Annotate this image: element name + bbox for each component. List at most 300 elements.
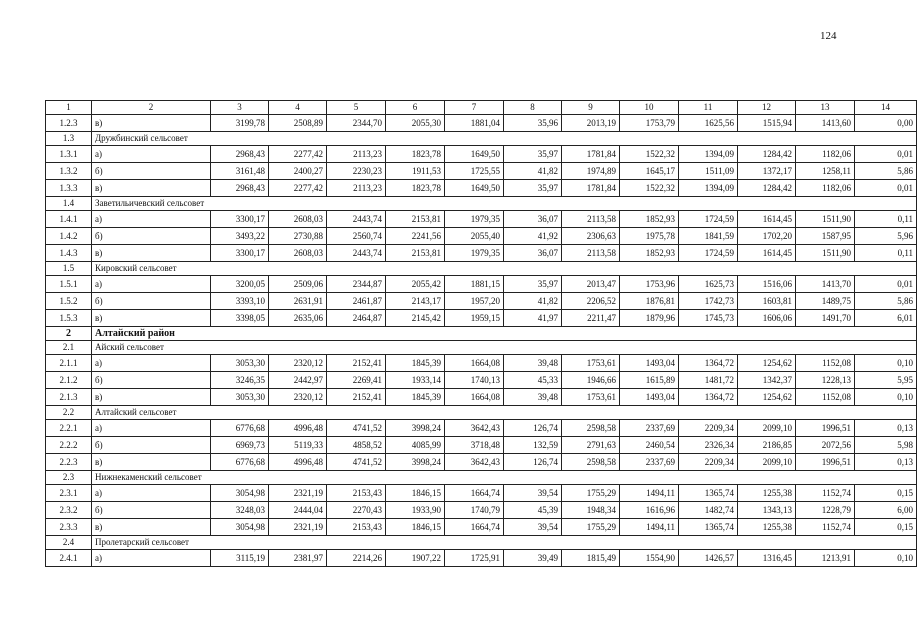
section-row	[46, 471, 917, 485]
value-cell: 1343,13	[738, 502, 796, 519]
value-cell: 1881,04	[445, 115, 504, 132]
row-code: 1.5.1	[46, 276, 92, 293]
value-cell: 39,54	[504, 485, 562, 502]
value-cell: 2270,43	[327, 502, 386, 519]
value-cell: 1494,11	[620, 519, 679, 536]
value-cell: 1649,50	[445, 180, 504, 197]
value-cell: 1493,04	[620, 355, 679, 372]
value-cell: 1724,59	[679, 211, 738, 228]
value-cell: 1625,56	[679, 115, 738, 132]
value-cell: 3393,10	[211, 293, 269, 310]
value-cell: 2321,19	[269, 519, 327, 536]
row-label: в)	[92, 245, 211, 262]
value-cell: 1740,13	[445, 372, 504, 389]
value-cell: 2631,91	[269, 293, 327, 310]
table-row	[46, 519, 917, 536]
value-cell: 126,74	[504, 454, 562, 471]
value-cell: 1493,04	[620, 389, 679, 406]
table-row	[46, 310, 917, 327]
value-cell: 5,95	[855, 372, 917, 389]
value-cell: 1481,72	[679, 372, 738, 389]
value-cell: 1845,39	[386, 389, 445, 406]
value-cell: 1959,15	[445, 310, 504, 327]
row-code: 1.5	[46, 262, 92, 276]
value-cell: 1742,73	[679, 293, 738, 310]
value-cell: 1664,74	[445, 519, 504, 536]
value-cell: 3115,19	[211, 550, 269, 567]
value-cell: 1413,60	[796, 115, 855, 132]
value-cell: 2013,47	[562, 276, 620, 293]
value-cell: 1745,73	[679, 310, 738, 327]
value-cell: 1876,81	[620, 293, 679, 310]
value-cell: 1781,84	[562, 180, 620, 197]
row-label: б)	[92, 437, 211, 454]
row-code: 2.3	[46, 471, 92, 485]
value-cell: 1740,79	[445, 502, 504, 519]
value-cell: 35,97	[504, 276, 562, 293]
row-code: 2	[46, 327, 92, 341]
value-cell: 45,33	[504, 372, 562, 389]
value-cell: 1228,79	[796, 502, 855, 519]
row-code: 1.3.1	[46, 146, 92, 163]
row-label: а)	[92, 420, 211, 437]
row-code: 1.5.3	[46, 310, 92, 327]
value-cell: 36,07	[504, 211, 562, 228]
value-cell: 1725,55	[445, 163, 504, 180]
value-cell: 1996,51	[796, 454, 855, 471]
value-cell: 3300,17	[211, 245, 269, 262]
table-row	[46, 180, 917, 197]
value-cell: 1152,08	[796, 389, 855, 406]
value-cell: 6969,73	[211, 437, 269, 454]
value-cell: 0,10	[855, 355, 917, 372]
value-cell: 2209,34	[679, 454, 738, 471]
header-cell: 3	[211, 101, 269, 115]
value-cell: 1394,09	[679, 180, 738, 197]
header-cell: 1	[46, 101, 92, 115]
value-cell: 2344,87	[327, 276, 386, 293]
value-cell: 0,01	[855, 180, 917, 197]
value-cell: 3718,48	[445, 437, 504, 454]
value-cell: 1511,09	[679, 163, 738, 180]
value-cell: 1255,38	[738, 485, 796, 502]
value-cell: 6776,68	[211, 454, 269, 471]
header-cell: 2	[92, 101, 211, 115]
row-label: в)	[92, 115, 211, 132]
value-cell: 6776,68	[211, 420, 269, 437]
row-code: 2.1	[46, 341, 92, 355]
value-cell: 3998,24	[386, 420, 445, 437]
value-cell: 0,10	[855, 389, 917, 406]
header-cell: 14	[855, 101, 917, 115]
value-cell: 2968,43	[211, 180, 269, 197]
section-name: Пролетарский сельсовет	[92, 536, 917, 550]
table-row	[46, 115, 917, 132]
value-cell: 2337,69	[620, 420, 679, 437]
value-cell: 1616,96	[620, 502, 679, 519]
row-code: 2.3.2	[46, 502, 92, 519]
value-cell: 2460,54	[620, 437, 679, 454]
value-cell: 3248,03	[211, 502, 269, 519]
value-cell: 1996,51	[796, 420, 855, 437]
row-code: 2.2.3	[46, 454, 92, 471]
value-cell: 3642,43	[445, 454, 504, 471]
value-cell: 2153,81	[386, 245, 445, 262]
header-cell: 4	[269, 101, 327, 115]
value-cell: 3642,43	[445, 420, 504, 437]
value-cell: 1933,14	[386, 372, 445, 389]
header-cell: 11	[679, 101, 738, 115]
value-cell: 0,10	[855, 550, 917, 567]
value-cell: 1933,90	[386, 502, 445, 519]
value-cell: 1364,72	[679, 355, 738, 372]
row-label: в)	[92, 180, 211, 197]
row-code: 2.2.1	[46, 420, 92, 437]
table-row	[46, 355, 917, 372]
value-cell: 1979,35	[445, 211, 504, 228]
value-cell: 4858,52	[327, 437, 386, 454]
header-cell: 9	[562, 101, 620, 115]
value-cell: 1511,90	[796, 245, 855, 262]
table-row	[46, 437, 917, 454]
header-cell: 13	[796, 101, 855, 115]
row-code: 2.4.1	[46, 550, 92, 567]
value-cell: 1284,42	[738, 146, 796, 163]
value-cell: 1228,13	[796, 372, 855, 389]
row-label: в)	[92, 519, 211, 536]
value-cell: 1781,84	[562, 146, 620, 163]
header-cell: 7	[445, 101, 504, 115]
section-row	[46, 132, 917, 146]
value-cell: 1907,22	[386, 550, 445, 567]
value-cell: 3246,35	[211, 372, 269, 389]
value-cell: 1664,08	[445, 355, 504, 372]
value-cell: 2055,30	[386, 115, 445, 132]
value-cell: 6,00	[855, 502, 917, 519]
value-cell: 2209,34	[679, 420, 738, 437]
value-cell: 5,96	[855, 228, 917, 245]
value-cell: 2055,42	[386, 276, 445, 293]
row-label: а)	[92, 550, 211, 567]
value-cell: 3493,22	[211, 228, 269, 245]
value-cell: 2608,03	[269, 211, 327, 228]
row-label: а)	[92, 146, 211, 163]
value-cell: 45,39	[504, 502, 562, 519]
value-cell: 1879,96	[620, 310, 679, 327]
value-cell: 3054,98	[211, 485, 269, 502]
value-cell: 2143,17	[386, 293, 445, 310]
value-cell: 3200,05	[211, 276, 269, 293]
value-cell: 1975,78	[620, 228, 679, 245]
value-cell: 0,11	[855, 245, 917, 262]
value-cell: 2598,58	[562, 420, 620, 437]
section-row	[46, 197, 917, 211]
value-cell: 1342,37	[738, 372, 796, 389]
row-label: в)	[92, 454, 211, 471]
value-cell: 2113,58	[562, 211, 620, 228]
value-cell: 2055,40	[445, 228, 504, 245]
value-cell: 1841,59	[679, 228, 738, 245]
value-cell: 1979,35	[445, 245, 504, 262]
value-cell: 1664,74	[445, 485, 504, 502]
value-cell: 1645,17	[620, 163, 679, 180]
value-cell: 2153,43	[327, 519, 386, 536]
value-cell: 2344,70	[327, 115, 386, 132]
value-cell: 2152,41	[327, 389, 386, 406]
table-row	[46, 276, 917, 293]
value-cell: 2326,34	[679, 437, 738, 454]
value-cell: 3300,17	[211, 211, 269, 228]
row-code: 2.2.2	[46, 437, 92, 454]
value-cell: 3053,30	[211, 389, 269, 406]
section-row	[46, 406, 917, 420]
value-cell: 2320,12	[269, 355, 327, 372]
row-code: 2.1.3	[46, 389, 92, 406]
row-code: 2.3.1	[46, 485, 92, 502]
table-row	[46, 550, 917, 567]
section-name: Нижнекаменский сельсовет	[92, 471, 917, 485]
section-name: Кировский сельсовет	[92, 262, 917, 276]
value-cell: 2153,43	[327, 485, 386, 502]
value-cell: 1254,62	[738, 389, 796, 406]
value-cell: 1284,42	[738, 180, 796, 197]
value-cell: 5,86	[855, 293, 917, 310]
value-cell: 41,92	[504, 228, 562, 245]
value-cell: 1365,74	[679, 519, 738, 536]
value-cell: 1213,91	[796, 550, 855, 567]
value-cell: 1394,09	[679, 146, 738, 163]
value-cell: 0,01	[855, 276, 917, 293]
value-cell: 1755,29	[562, 485, 620, 502]
value-cell: 1182,06	[796, 180, 855, 197]
row-code: 2.3.3	[46, 519, 92, 536]
table-row	[46, 454, 917, 471]
value-cell: 5119,33	[269, 437, 327, 454]
value-cell: 1316,45	[738, 550, 796, 567]
row-label: а)	[92, 485, 211, 502]
value-cell: 1614,45	[738, 245, 796, 262]
table-row	[46, 211, 917, 228]
value-cell: 1152,74	[796, 485, 855, 502]
table-row	[46, 293, 917, 310]
value-cell: 1372,17	[738, 163, 796, 180]
value-cell: 1753,61	[562, 355, 620, 372]
value-cell: 1615,89	[620, 372, 679, 389]
value-cell: 1603,81	[738, 293, 796, 310]
value-cell: 1489,75	[796, 293, 855, 310]
section-name: Дружбинский сельсовет	[92, 132, 917, 146]
row-code: 2.1.1	[46, 355, 92, 372]
row-code: 2.1.2	[46, 372, 92, 389]
value-cell: 1491,70	[796, 310, 855, 327]
value-cell: 1606,06	[738, 310, 796, 327]
value-cell: 41,97	[504, 310, 562, 327]
value-cell: 2099,10	[738, 420, 796, 437]
value-cell: 35,96	[504, 115, 562, 132]
value-cell: 2072,56	[796, 437, 855, 454]
value-cell: 2400,27	[269, 163, 327, 180]
value-cell: 2206,52	[562, 293, 620, 310]
value-cell: 2277,42	[269, 180, 327, 197]
row-label: а)	[92, 276, 211, 293]
value-cell: 2113,58	[562, 245, 620, 262]
value-cell: 1664,08	[445, 389, 504, 406]
row-code: 1.4	[46, 197, 92, 211]
value-cell: 1258,11	[796, 163, 855, 180]
value-cell: 5,86	[855, 163, 917, 180]
section-row	[46, 341, 917, 355]
table-body	[46, 101, 917, 567]
value-cell: 1152,08	[796, 355, 855, 372]
row-label: в)	[92, 310, 211, 327]
value-cell: 35,97	[504, 146, 562, 163]
value-cell: 2608,03	[269, 245, 327, 262]
value-cell: 1753,79	[620, 115, 679, 132]
value-cell: 2013,19	[562, 115, 620, 132]
value-cell: 1413,70	[796, 276, 855, 293]
value-cell: 1753,96	[620, 276, 679, 293]
value-cell: 1823,78	[386, 180, 445, 197]
value-cell: 2099,10	[738, 454, 796, 471]
value-cell: 1845,39	[386, 355, 445, 372]
table-row	[46, 420, 917, 437]
section-row	[46, 536, 917, 550]
value-cell: 1516,06	[738, 276, 796, 293]
tariff-table	[45, 100, 917, 567]
value-cell: 1522,32	[620, 146, 679, 163]
value-cell: 1365,74	[679, 485, 738, 502]
value-cell: 39,48	[504, 389, 562, 406]
value-cell: 41,82	[504, 293, 562, 310]
value-cell: 39,49	[504, 550, 562, 567]
value-cell: 4996,48	[269, 420, 327, 437]
value-cell: 1946,66	[562, 372, 620, 389]
value-cell: 2508,89	[269, 115, 327, 132]
value-cell: 0,15	[855, 519, 917, 536]
value-cell: 0,11	[855, 211, 917, 228]
value-cell: 1614,45	[738, 211, 796, 228]
value-cell: 2509,06	[269, 276, 327, 293]
value-cell: 2211,47	[562, 310, 620, 327]
value-cell: 2442,97	[269, 372, 327, 389]
row-label: б)	[92, 228, 211, 245]
value-cell: 2277,42	[269, 146, 327, 163]
value-cell: 1511,90	[796, 211, 855, 228]
value-cell: 3054,98	[211, 519, 269, 536]
value-cell: 0,13	[855, 454, 917, 471]
value-cell: 2230,23	[327, 163, 386, 180]
row-code: 1.3	[46, 132, 92, 146]
value-cell: 1254,62	[738, 355, 796, 372]
value-cell: 1152,74	[796, 519, 855, 536]
row-code: 1.3.2	[46, 163, 92, 180]
value-cell: 2968,43	[211, 146, 269, 163]
value-cell: 2306,63	[562, 228, 620, 245]
value-cell: 1702,20	[738, 228, 796, 245]
table-row	[46, 372, 917, 389]
value-cell: 41,82	[504, 163, 562, 180]
value-cell: 35,97	[504, 180, 562, 197]
value-cell: 2214,26	[327, 550, 386, 567]
header-cell: 8	[504, 101, 562, 115]
value-cell: 1911,53	[386, 163, 445, 180]
value-cell: 3398,05	[211, 310, 269, 327]
row-code: 1.2.3	[46, 115, 92, 132]
row-label: б)	[92, 372, 211, 389]
value-cell: 1725,91	[445, 550, 504, 567]
value-cell: 39,48	[504, 355, 562, 372]
value-cell: 1255,38	[738, 519, 796, 536]
table-row	[46, 485, 917, 502]
value-cell: 2152,41	[327, 355, 386, 372]
value-cell: 2321,19	[269, 485, 327, 502]
value-cell: 1494,11	[620, 485, 679, 502]
row-code: 1.5.2	[46, 293, 92, 310]
value-cell: 1881,15	[445, 276, 504, 293]
row-code: 2.4	[46, 536, 92, 550]
header-row	[46, 101, 917, 115]
value-cell: 36,07	[504, 245, 562, 262]
value-cell: 4741,52	[327, 454, 386, 471]
value-cell: 1515,94	[738, 115, 796, 132]
value-cell: 1974,89	[562, 163, 620, 180]
value-cell: 3053,30	[211, 355, 269, 372]
row-code: 1.3.3	[46, 180, 92, 197]
table-row	[46, 146, 917, 163]
value-cell: 2113,23	[327, 180, 386, 197]
value-cell: 2113,23	[327, 146, 386, 163]
value-cell: 1522,32	[620, 180, 679, 197]
value-cell: 0,13	[855, 420, 917, 437]
value-cell: 5,98	[855, 437, 917, 454]
value-cell: 6,01	[855, 310, 917, 327]
value-cell: 3998,24	[386, 454, 445, 471]
district-row	[46, 327, 917, 341]
value-cell: 126,74	[504, 420, 562, 437]
value-cell: 2443,74	[327, 245, 386, 262]
value-cell: 1815,49	[562, 550, 620, 567]
row-label: б)	[92, 293, 211, 310]
value-cell: 1587,95	[796, 228, 855, 245]
value-cell: 1852,93	[620, 245, 679, 262]
row-label: б)	[92, 163, 211, 180]
value-cell: 1182,06	[796, 146, 855, 163]
row-code: 1.4.3	[46, 245, 92, 262]
header-cell: 5	[327, 101, 386, 115]
value-cell: 132,59	[504, 437, 562, 454]
header-cell: 6	[386, 101, 445, 115]
value-cell: 2153,81	[386, 211, 445, 228]
value-cell: 1364,72	[679, 389, 738, 406]
value-cell: 2598,58	[562, 454, 620, 471]
value-cell: 1724,59	[679, 245, 738, 262]
value-cell: 2730,88	[269, 228, 327, 245]
value-cell: 1846,15	[386, 519, 445, 536]
value-cell: 1852,93	[620, 211, 679, 228]
value-cell: 2145,42	[386, 310, 445, 327]
value-cell: 3199,78	[211, 115, 269, 132]
value-cell: 4085,99	[386, 437, 445, 454]
row-code: 2.2	[46, 406, 92, 420]
header-cell: 10	[620, 101, 679, 115]
value-cell: 1649,50	[445, 146, 504, 163]
value-cell: 1554,90	[620, 550, 679, 567]
section-name: Айский сельсовет	[92, 341, 917, 355]
table-row	[46, 389, 917, 406]
value-cell: 1753,61	[562, 389, 620, 406]
section-row	[46, 262, 917, 276]
value-cell: 2443,74	[327, 211, 386, 228]
